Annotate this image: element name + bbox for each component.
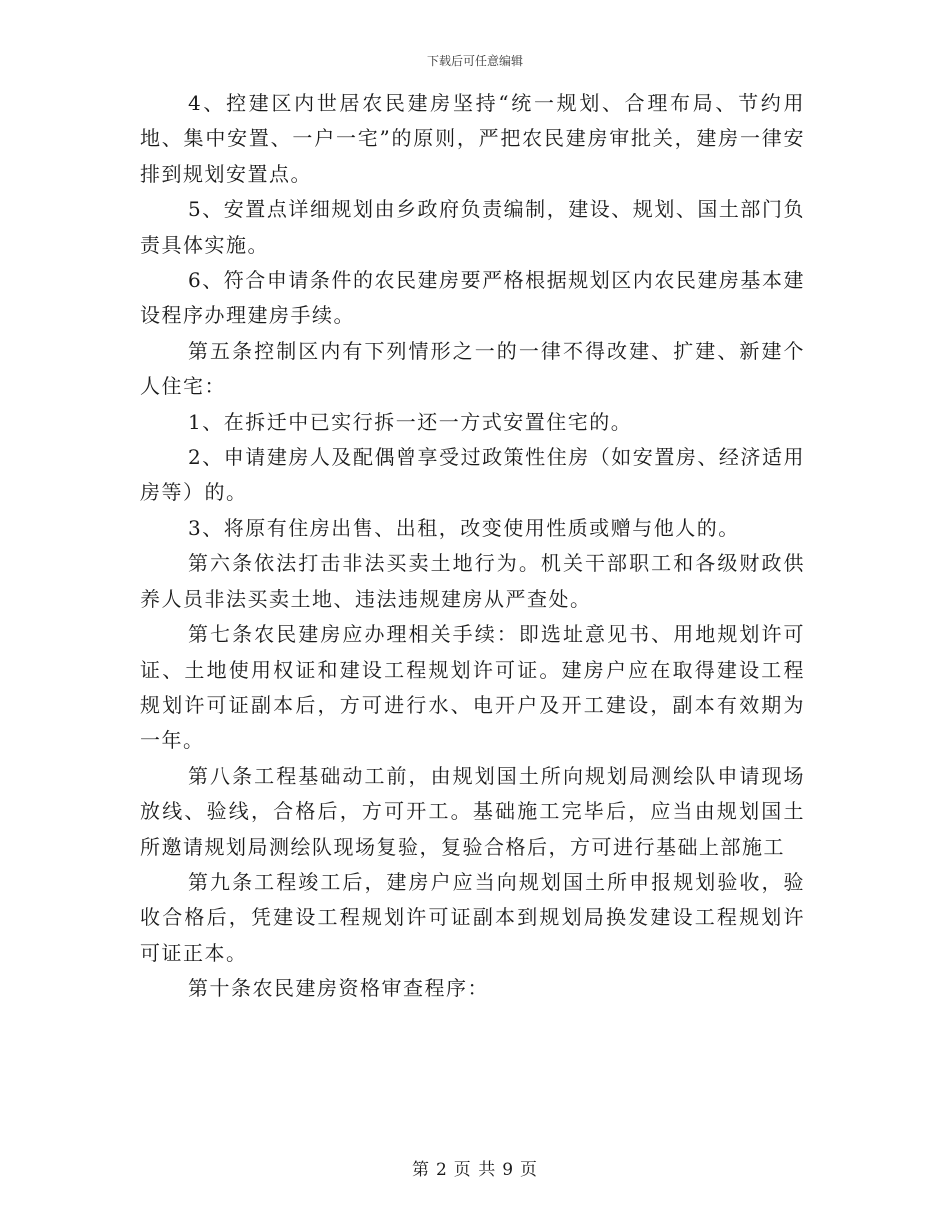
page-number-footer <box>0 1155 950 1180</box>
page-label-mid: 页 共 <box>453 1160 497 1180</box>
paragraph-article-9: 第九条工程竣工后，建房户应当向规划国土所申报规划验收，验收合格后，凭建设工程规划许可证副本到规划局换发建设工程规划许可证正本。 <box>140 869 805 965</box>
paragraph-article-6: 第六条依法打击非法买卖土地行为。机关干部职工和各级财政供养人员非法买卖土地、违法违规建房从严查处。 <box>140 551 805 611</box>
page-header-note: 下载后可任意编辑 <box>426 54 523 68</box>
paragraph-item-5: 5、安置点详细规划由乡政府负责编制，建设、规划、国土部门负责具体实施。 <box>140 197 805 257</box>
paragraph-article-5: 第五条控制区内有下列情形之一的一律不得改建、扩建、新建个人住宅： <box>140 338 805 399</box>
paragraph-article-5-item-1: 1、在拆迁中已实行拆一还一方式安置住宅的。 <box>188 409 633 434</box>
paragraph-article-5-item-3: 3、将原有住房出售、出租，改变使用性质或赠与他人的。 <box>188 515 740 540</box>
page-label-prefix: 第 <box>411 1160 430 1180</box>
page-label-suffix: 页 <box>520 1160 539 1180</box>
paragraph-article-7: 第七条农民建房应办理相关手续：即选址意见书、用地规划许可证、土地使用权证和建设工程规划许可证。建房户应在取得建设工程规划许可证副本后，方可进行水、电开户及开工建设，副本有效期为一年。 <box>140 622 805 753</box>
current-page-number: 2 <box>435 1160 448 1180</box>
paragraph-item-4: 4、控建区内世居农民建房坚持“统一规划、合理布局、节约用地、集中安置、一户一宅”的原则，严把农民建房审批关，建房一律安排到规划安置点。 <box>140 91 805 186</box>
paragraph-item-6: 6、符合申请条件的农民建房要严格根据规划区内农民建房基本建设程序办理建房手续。 <box>140 268 805 328</box>
paragraph-article-5-item-2: 2、申请建房人及配偶曾享受过政策性住房（如安置房、经济适用房等）的。 <box>140 445 805 505</box>
document-body <box>140 86 805 1007</box>
paragraph-article-8: 第八条工程基础动工前，由规划国土所向规划局测绘队申请现场放线、验线，合格后，方可开工。基础施工完毕后，应当由规划国土所邀请规划局测绘队现场复验，复验合格后，方可进行基础上部施工 <box>140 763 805 859</box>
paragraph-article-10: 第十条农民建房资格审查程序： <box>188 976 489 1001</box>
total-pages-number: 9 <box>502 1160 515 1180</box>
